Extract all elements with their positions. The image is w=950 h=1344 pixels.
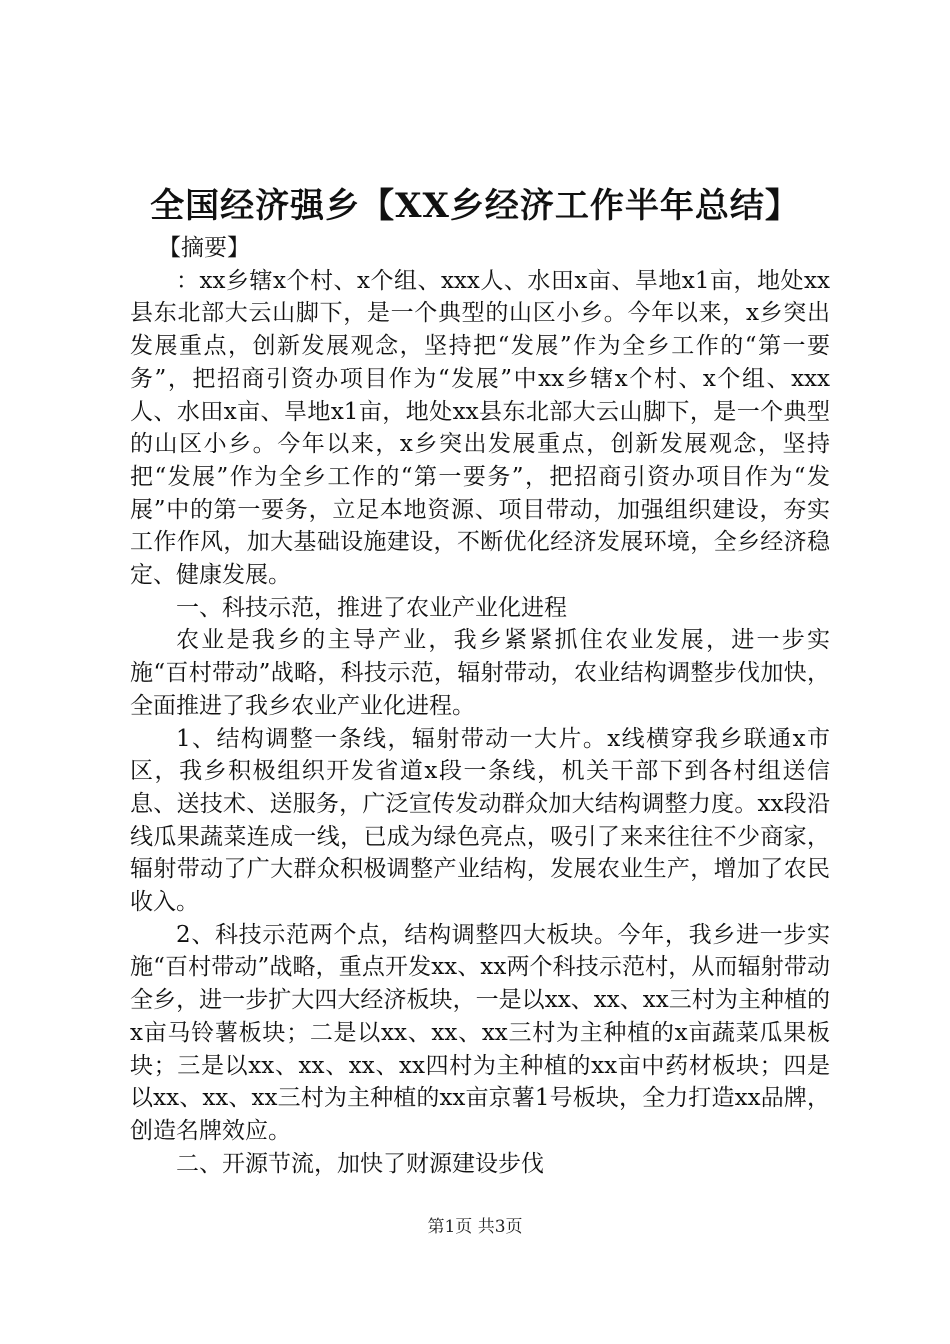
body-paragraph: 1、结构调整一条线，辐射带动一大片。x线横穿我乡联通x市区，我乡积极组织开发省道x段一条线，机关干部下到各村组送信息、送技术、送服务，广泛宣传发动群众加大结构调整力度。xx段沿线瓜果蔬菜连成一线，已成为绿色亮点，吸引了来来往往不少商家，辐射带动了广大群众积极调整产业结构，发展农业生产，增加了农民收入。 (130, 725, 830, 916)
abstract-label: 【摘要】 (158, 235, 250, 261)
document-body (130, 232, 830, 1180)
document-title: 全国经济强乡【XX乡经济工作半年总结】 (150, 186, 800, 226)
page-number-footer: 第1页 共3页 (427, 1217, 523, 1237)
body-paragraph: 2、科技示范两个点，结构调整四大板块。今年，我乡进一步实施“百村带动”战略，重点开发xx、xx两个科技示范村，从而辐射带动全乡，进一步扩大四大经济板块，一是以xx、xx、xx三村为主种植的x亩马铃薯板块；二是以xx、xx、xx三村为主种植的x亩蔬菜瓜果板块；三是以xx、xx、xx、xx四村为主种植的xx亩中药材板块；四是以xx、xx、xx三村为主种植的xx亩京薯1号板块，全力打造xx品牌，创造名牌效应。 (130, 921, 830, 1144)
abstract-paragraph: ：xx乡辖x个村、x个组、xxx人、水田x亩、旱地x1亩，地处xx县东北部大云山脚下，是一个典型的山区小乡。今年以来，x乡突出发展重点，创新发展观念，坚持把“发展”作为全乡工作的“第一要务”，把招商引资办项目作为“发展”中xx乡辖x个村、x个组、xxx人、水田x亩、旱地x1亩，地处xx县东北部大云山脚下，是一个典型的山区小乡。今年以来，x乡突出发展重点，创新发展观念，坚持把“发展”作为全乡工作的“第一要务”，把招商引资办项目作为“发展”中的第一要务，立足本地资源、项目带动，加强组织建设，夯实工作作风，加大基础设施建设，不断优化经济发展环境，全乡经济稳定、健康发展。 (130, 267, 830, 589)
section-heading-2: 二、开源节流，加快了财源建设步伐 (176, 1150, 544, 1177)
body-paragraph: 农业是我乡的主导产业，我乡紧紧抓住农业发展，进一步实施“百村带动”战略，科技示范，辐射带动，农业结构调整步伐加快，全面推进了我乡农业产业化进程。 (130, 627, 830, 719)
section-heading-1: 一、科技示范，推进了农业产业化进程 (176, 594, 567, 621)
